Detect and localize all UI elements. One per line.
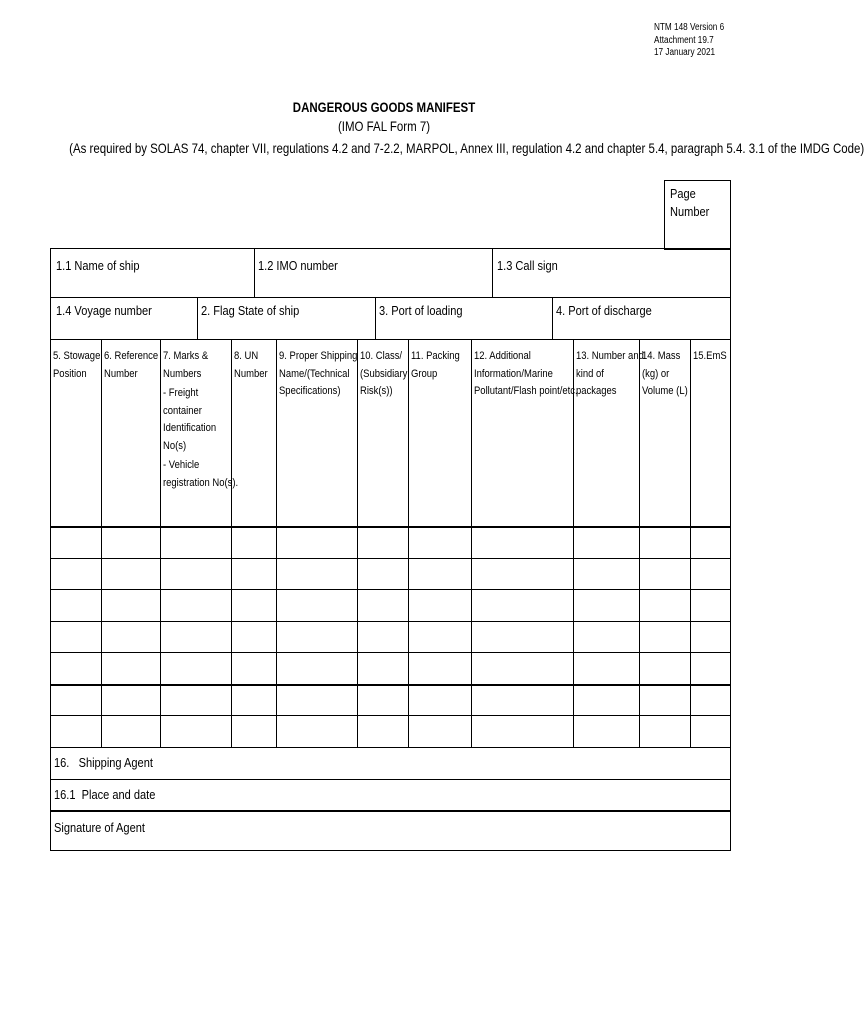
page-number-box[interactable] (664, 180, 731, 250)
name-of-ship-field[interactable]: 1.1 Name of ship (56, 258, 140, 273)
place-and-date-field[interactable]: 16.1 Place and date (54, 787, 156, 802)
port-of-discharge-field[interactable]: 4. Port of discharge (556, 303, 652, 318)
column-header-proper-shipping-name: 9. Proper Shipping Name/(Technical Specifications) (279, 350, 358, 397)
document-date: 17 January 2021 (654, 47, 716, 58)
table-row[interactable] (51, 590, 730, 621)
call-sign-field[interactable]: 1.3 Call sign (497, 258, 558, 273)
table-row[interactable] (51, 653, 730, 684)
attachment-number: Attachment 19.7 (654, 34, 714, 46)
voyage-number-field[interactable]: 1.4 Voyage number (56, 303, 152, 318)
requirement-subtitle: (As required by SOLAS 74, chapter VII, regulations 4.2 and 7-2.2, MARPOL, Annex III, regulation 4.2 and chapter 5.4, paragraph 5.4. 3.1 of the IMDG Code) (69, 140, 864, 156)
shipping-agent-field[interactable]: 16. Shipping Agent (54, 755, 153, 770)
table-row[interactable] (51, 528, 730, 558)
signature-of-agent-field[interactable]: Signature of Agent (54, 820, 145, 835)
page-number-label: Page Number (670, 186, 710, 219)
column-header-reference-number: 6. Reference Number (104, 350, 159, 380)
column-header-number-kind-packages: 13. Number and kind of packages (576, 350, 644, 397)
table-row[interactable] (51, 686, 730, 715)
column-header-additional-information: 12. Additional Information/Marine Pollutant/Flash point/etc. (474, 350, 578, 397)
reference-number: NTM 148 Version 6 (654, 22, 725, 33)
column-header-mass-volume: 14. Mass (kg) or Volume (L) (642, 350, 688, 397)
column-header-stowage-position: 5. Stowage Position (53, 350, 101, 380)
port-of-loading-field[interactable]: 3. Port of loading (379, 303, 463, 318)
table-row[interactable] (51, 559, 730, 589)
imo-number-field[interactable]: 1.2 IMO number (258, 258, 338, 273)
column-header-ems: 15.EmS (693, 350, 727, 362)
column-header-un-number: 8. UN Number (234, 350, 268, 380)
column-header-packing-group: 11. Packing Group (411, 350, 460, 380)
form-subtitle: (IMO FAL Form 7) (337, 118, 431, 134)
column-header-class: 10. Class/ (Subsidiary Risk(s)) (360, 350, 408, 397)
document-title: DANGEROUS GOODS MANIFEST (292, 99, 476, 115)
flag-state-field[interactable]: 2. Flag State of ship (201, 303, 300, 318)
table-row[interactable] (51, 622, 730, 652)
document-reference (654, 22, 724, 60)
column-header-marks-numbers: 7. Marks & Numbers - Freight container Identification No(s) - Vehicle registration No(s). (163, 350, 239, 489)
table-row[interactable] (51, 716, 730, 747)
